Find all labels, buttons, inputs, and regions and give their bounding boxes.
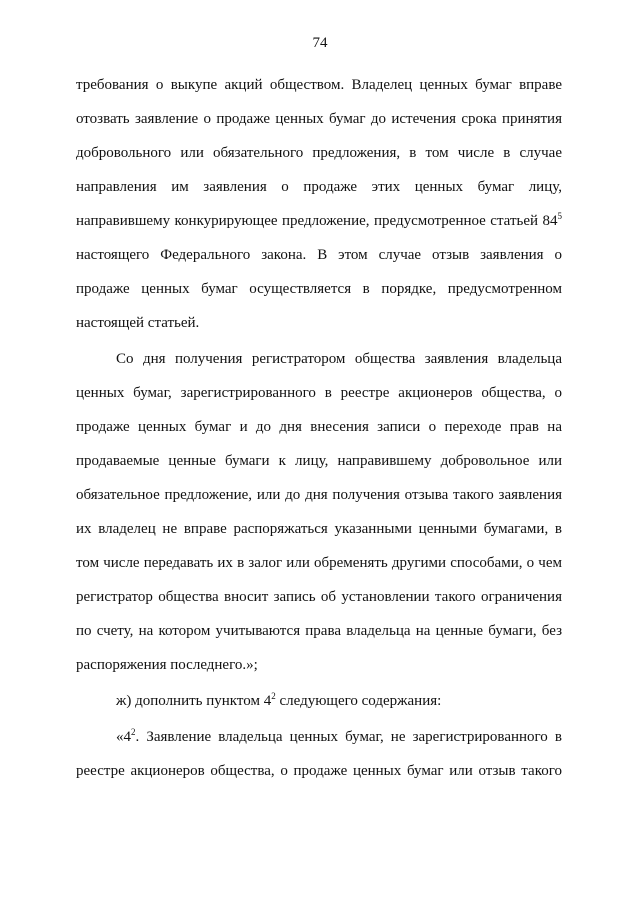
superscript: 5 <box>557 211 562 221</box>
text-line: реестре акционеров общества, о продаже ценных бумаг или отзыв такого <box>76 763 562 779</box>
superscript: 2 <box>131 727 136 737</box>
text-line: регистратор общества вносит запись об установлении такого ограничения <box>76 589 562 605</box>
text-line-with-superscript <box>76 211 562 231</box>
text-line: продаже ценных бумаг осуществляется в порядке, предусмотренном <box>76 281 562 297</box>
superscript: 2 <box>271 691 276 701</box>
text-line: их владелец не вправе распоряжаться указанными ценными бумагами, в <box>76 521 562 537</box>
text-line: настоящего Федерального закона. В этом случае отзыв заявления о <box>76 247 562 263</box>
text-line: по счету, на котором учитываются права владельца на ценные бумаги, без <box>76 623 562 639</box>
text-line: продаже ценных бумаг и до дня внесения записи о переходе прав на <box>76 419 562 435</box>
text-span: ж) дополнить пунктом 4 <box>116 693 272 709</box>
text-line: продаваемые ценные бумаги к лицу, направившему добровольное или <box>76 453 562 469</box>
text-line: направления им заявления о продаже этих ценных бумаг лицу, <box>76 179 562 195</box>
text-span: направившему конкурирующее предложение, предусмотренное статьей 84 <box>76 213 558 229</box>
text-line: настоящей статьей. <box>76 315 200 331</box>
text-line: обязательное предложение, или до дня получения отзыва такого заявления <box>76 487 562 503</box>
text-line: Со дня получения регистратором общества заявления владельца <box>116 351 562 367</box>
text-span: «4 <box>116 729 131 745</box>
text-line-with-superscript <box>116 691 562 711</box>
text-line-with-superscript <box>116 727 562 747</box>
text-line: добровольного или обязательного предложения, в том числе в случае <box>76 145 562 161</box>
text-line: ценных бумаг, зарегистрированного в реестре акционеров общества, о <box>76 385 562 401</box>
page-number: 74 <box>312 35 328 51</box>
text-line: отозвать заявление о продаже ценных бумаг до истечения срока принятия <box>76 111 562 127</box>
text-span: следующего содержания: <box>275 693 442 709</box>
text-line: требования о выкупе акций обществом. Владелец ценных бумаг вправе <box>76 77 562 93</box>
text-line: распоряжения последнего.»; <box>76 657 258 673</box>
text-span: . Заявление владельца ценных бумаг, не зарегистрированного в <box>135 729 562 745</box>
text-line: том числе передавать их в залог или обременять другими способами, о чем <box>76 555 562 571</box>
